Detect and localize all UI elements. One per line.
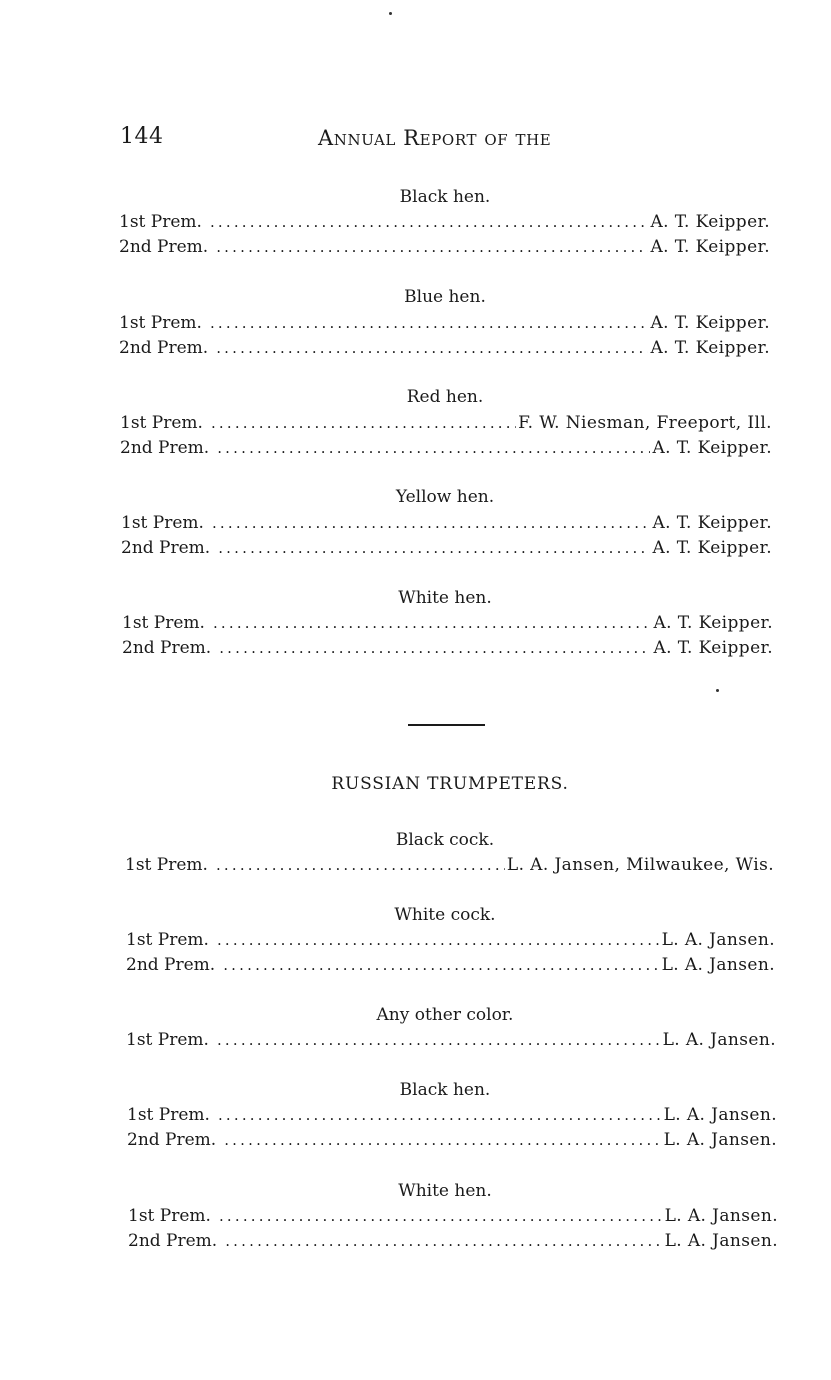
premium-entry xyxy=(121,513,772,533)
winner-name: A. T. Keipper. xyxy=(653,613,773,633)
dot-leader xyxy=(218,1106,662,1124)
dot-leader xyxy=(212,514,651,532)
group-heading: Black cock. xyxy=(395,830,495,850)
page-number: 144 xyxy=(120,124,164,149)
group-heading: White cock. xyxy=(394,905,496,925)
winner-name: A. T. Keipper. xyxy=(650,237,770,257)
premium-label: 2nd Prem. xyxy=(122,638,212,658)
section-divider xyxy=(408,724,485,726)
dot-leader xyxy=(223,956,659,974)
winner-name: L. A. Jansen. xyxy=(661,955,775,975)
winner-name: A. T. Keipper. xyxy=(653,638,773,658)
dot-leader xyxy=(217,1031,661,1049)
premium-label: 1st Prem. xyxy=(119,313,202,333)
winner-name: L. A. Jansen. xyxy=(663,1105,777,1125)
premium-label: 2nd Prem. xyxy=(119,237,209,257)
premium-label: 2nd Prem. xyxy=(120,438,210,458)
premium-entry xyxy=(125,855,774,875)
dot-leader xyxy=(213,614,652,632)
group-heading: Any other color. xyxy=(376,1005,514,1025)
print-speck xyxy=(716,689,719,692)
premium-entry xyxy=(120,413,772,433)
premium-entry xyxy=(128,1206,778,1226)
dot-leader xyxy=(210,314,649,332)
premium-label: 1st Prem. xyxy=(128,1206,211,1226)
premium-label: 2nd Prem. xyxy=(119,338,209,358)
dot-leader xyxy=(217,439,650,457)
dot-leader xyxy=(211,414,516,432)
premium-entry xyxy=(126,955,775,975)
dot-leader xyxy=(219,1207,663,1225)
premium-label: 1st Prem. xyxy=(126,930,209,950)
winner-name: L. A. Jansen, Milwaukee, Wis. xyxy=(506,855,774,875)
dot-leader xyxy=(210,213,649,231)
winner-name: A. T. Keipper. xyxy=(650,313,770,333)
dot-leader xyxy=(224,1131,661,1149)
premium-label: 1st Prem. xyxy=(125,855,208,875)
dot-leader xyxy=(216,856,505,874)
winner-name: A. T. Keipper. xyxy=(650,212,770,232)
dot-leader xyxy=(219,639,651,657)
premium-label: 2nd Prem. xyxy=(127,1130,217,1150)
dot-leader xyxy=(218,539,650,557)
winner-name: L. A. Jansen. xyxy=(661,930,775,950)
premium-entry xyxy=(119,237,770,257)
winner-name: A. T. Keipper. xyxy=(652,513,772,533)
premium-label: 1st Prem. xyxy=(122,613,205,633)
premium-label: 2nd Prem. xyxy=(121,538,211,558)
group-heading: Red hen. xyxy=(406,387,484,407)
winner-name: L. A. Jansen. xyxy=(664,1231,778,1251)
print-speck xyxy=(389,12,392,15)
premium-label: 1st Prem. xyxy=(126,1030,209,1050)
premium-entry xyxy=(122,638,773,658)
premium-label: 2nd Prem. xyxy=(126,955,216,975)
winner-name: L. A. Jansen. xyxy=(663,1130,777,1150)
premium-entry xyxy=(119,313,770,333)
premium-label: 1st Prem. xyxy=(127,1105,210,1125)
group-heading: White hen. xyxy=(398,588,492,608)
dot-leader xyxy=(216,238,648,256)
group-heading: Black hen. xyxy=(399,1080,491,1100)
winner-name: A. T. Keipper. xyxy=(652,538,772,558)
dot-leader xyxy=(217,931,660,949)
premium-entry xyxy=(119,338,770,358)
premium-entry xyxy=(121,538,772,558)
dot-leader xyxy=(225,1232,662,1250)
winner-name: A. T. Keipper. xyxy=(652,438,772,458)
winner-name: F. W. Niesman, Freeport, Ill. xyxy=(518,413,772,433)
group-heading: Yellow hen. xyxy=(395,487,495,507)
group-heading: White hen. xyxy=(398,1181,492,1201)
premium-entry xyxy=(127,1130,777,1150)
premium-label: 1st Prem. xyxy=(121,513,204,533)
running-head: Annual Report of the xyxy=(318,126,552,150)
premium-label: 2nd Prem. xyxy=(128,1231,218,1251)
premium-entry xyxy=(128,1231,778,1251)
premium-entry xyxy=(127,1105,777,1125)
premium-label: 1st Prem. xyxy=(119,212,202,232)
premium-label: 1st Prem. xyxy=(120,413,203,433)
premium-entry xyxy=(122,613,773,633)
premium-entry xyxy=(126,1030,776,1050)
premium-entry xyxy=(126,930,775,950)
premium-entry xyxy=(120,438,772,458)
section-title: RUSSIAN TRUMPETERS. xyxy=(331,774,569,794)
group-heading: Blue hen. xyxy=(404,287,486,307)
premium-entry xyxy=(119,212,770,232)
group-heading: Black hen. xyxy=(399,187,491,207)
winner-name: A. T. Keipper. xyxy=(650,338,770,358)
winner-name: L. A. Jansen. xyxy=(664,1206,778,1226)
winner-name: L. A. Jansen. xyxy=(662,1030,776,1050)
dot-leader xyxy=(216,339,648,357)
